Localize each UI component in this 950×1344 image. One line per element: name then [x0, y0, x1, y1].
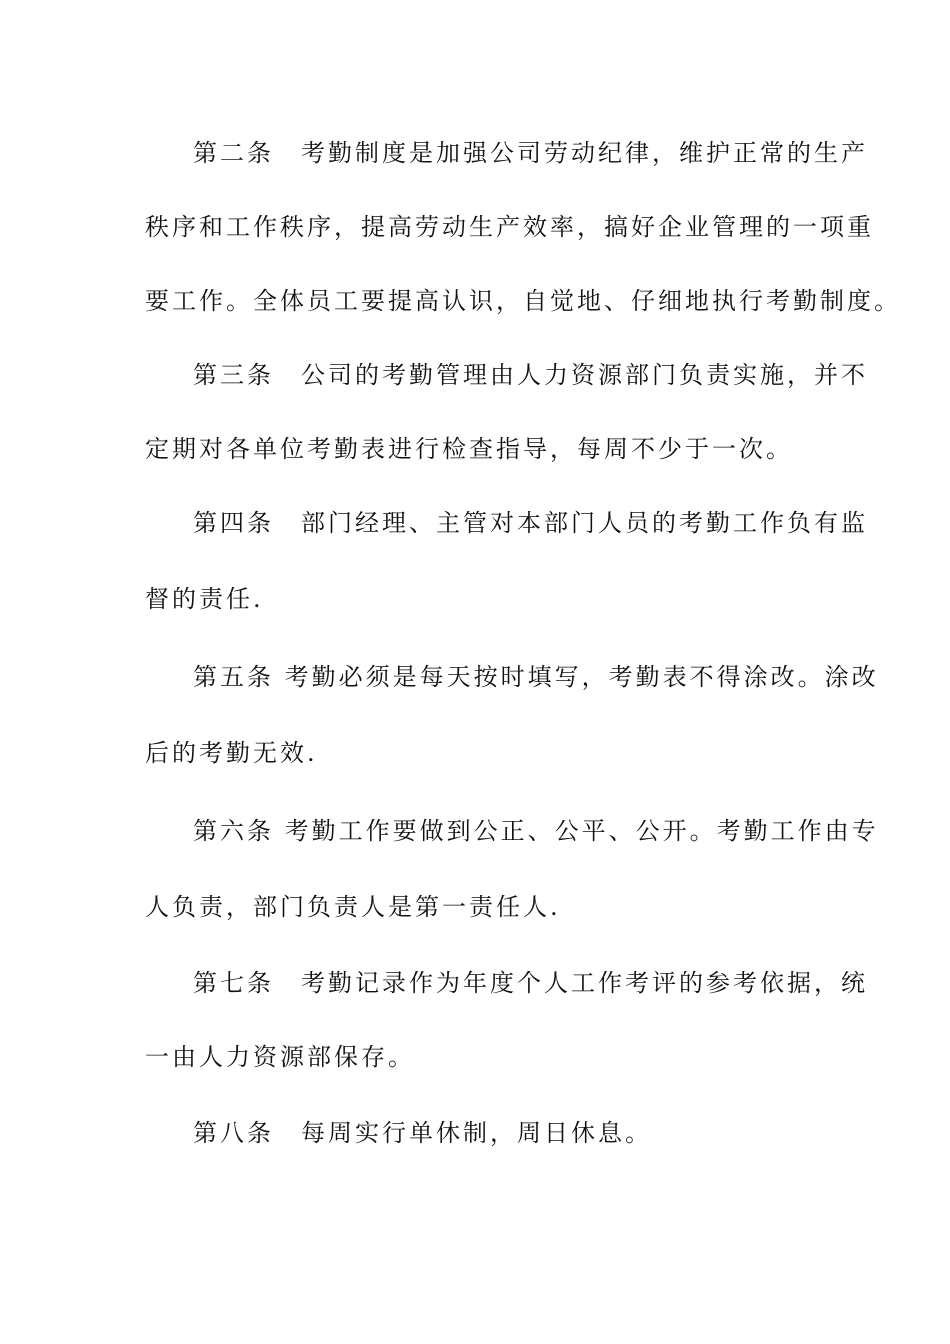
- article-line: 第三条 公司的考勤管理由人力资源部门负责实施，并不: [193, 361, 868, 389]
- article-line: 第五条 考勤必须是每天按时填写，考勤表不得涂改。涂改: [193, 663, 879, 691]
- article-line: 人负责，部门负责人是第一责任人.: [145, 893, 561, 921]
- article-line: 一由人力资源部保存。: [145, 1043, 415, 1071]
- article-line: 定期对各单位考勤表进行检查指导，每周不少于一次。: [145, 435, 793, 463]
- article-line: 第六条 考勤工作要做到公正、公平、公开。考勤工作由专: [193, 817, 879, 845]
- article-line: 秩序和工作秩序，提高劳动生产效率，搞好企业管理的一项重: [145, 213, 874, 241]
- article-line: 要工作。全体员工要提高认识，自觉地、仔细地执行考勤制度。: [145, 287, 901, 315]
- article-line: 督的责任.: [145, 585, 264, 613]
- article-line: 第二条 考勤制度是加强公司劳动纪律，维护正常的生产: [193, 139, 868, 167]
- article-line: 第四条 部门经理、主管对本部门人员的考勤工作负有监: [193, 509, 868, 537]
- article-line: 后的考勤无效.: [145, 739, 318, 767]
- article-line: 第七条 考勤记录作为年度个人工作考评的参考依据，统: [193, 969, 868, 997]
- article-line: 第八条 每周实行单休制，周日休息。: [193, 1119, 652, 1147]
